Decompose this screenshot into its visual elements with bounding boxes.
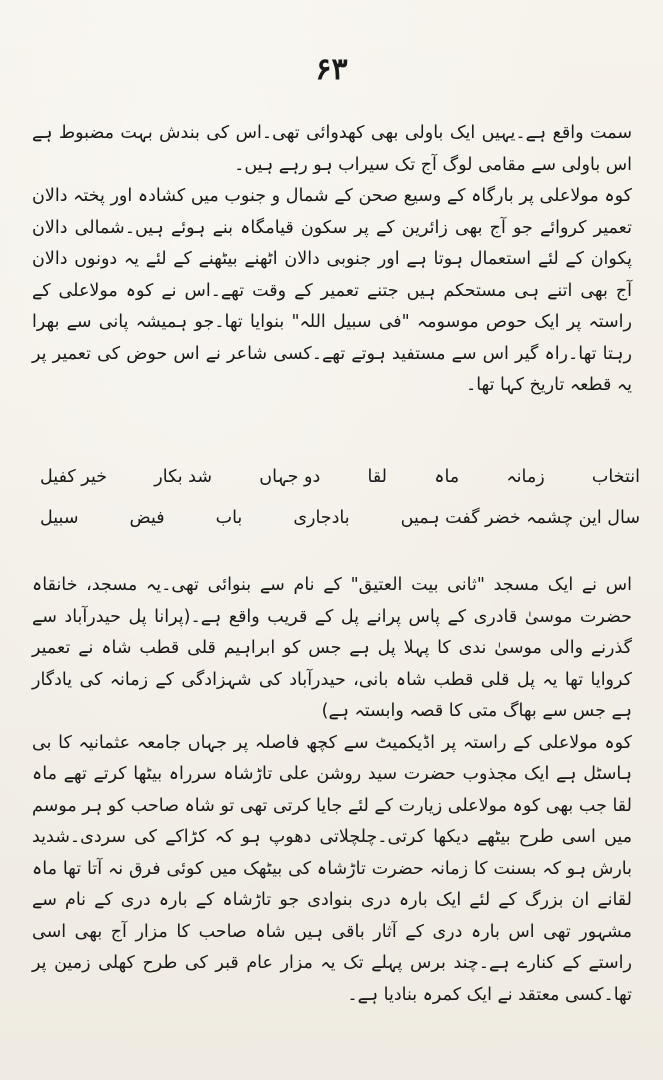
verse-word: خیر کفیل	[40, 467, 108, 487]
verse-word: بادجاری	[293, 508, 350, 528]
text-block-bottom	[32, 570, 632, 1011]
verse-word: سال این چشمہ خضر گفت ہمیں	[400, 508, 640, 528]
paragraph-mosque: اس نے ایک مسجد "ثانی بیت العتیق" کے نام سے بنوائی تھی۔یہ مسجد، خانقاہ حضرت موسیٰ قادری کے پاس پرانے پل کے قریب واقع ہے۔(پرانا پل حیدرآباد سے گذرنے والی موسیٰ ندی کا پہلا پل ہے جس کو ابراہیم قلی قطب شاہ نے تعمیر کروایا تھا یہ پل قلی قطب شاہ بانی، حیدرآباد کی شہزادگی کے زمانہ کی یادگار ہے جس سے بھاگ متی کا قصہ وابستہ ہے)	[32, 575, 632, 721]
verse-word: فیض	[129, 508, 165, 528]
verse-line-2	[40, 508, 640, 528]
paragraph-dalan-construction: کوہ مولاعلی پر بارگاہ کے وسیع صحن کے شمال و جنوب میں کشادہ اور پختہ دالان تعمیر کروائے جو آج بھی زائرین کے پر سکون قیامگاہ بنے ہوئے ہیں۔شمالی دالان پکوان کے لئے استعمال ہوتا ہے اور جنوبی دالان اٹھنے بیٹھنے کے لئے یہ دونوں دالان آج بھی اتنے ہی مستحکم ہیں جتنے تعمیر کے وقت تھے۔اس نے کوہ مولاعلی کے راستہ پر ایک حوص موسومہ "فی سبیل اللہ" بنوایا تھا۔جو ہمیشہ پانی سے بھرا رہتا تھا۔راہ گیر اس سے مستفید ہوتے تھے۔کسی شاعر نے اس حوض کی تعمیر پر یہ قطعہ تاریخ کہا تھا۔	[32, 186, 632, 395]
verse-word: شد بکار	[154, 467, 213, 487]
verse-line-1	[40, 467, 640, 487]
verse-word: دو جہاں	[259, 467, 321, 487]
paragraph-tarshah: کوہ مولاعلی کے راستہ پر اڈیکمیٹ سے کچھ فاصلہ پر جہاں جامعہ عثمانیہ کا بی ہاسٹل ہے ایک مجذوب حضرت سید روشن علی تاڑشاہ سرراہ بیٹھا کرتے تھے ماہ لقا جب بھی کوہ مولاعلی زیارت کے لئے جایا کرتی تھی تو شاہ صاحب کو ہر موسم میں اسی طرح بیٹھے دیکھا کرتی۔چلچلاتی دھوپ ہو کہ کڑاکے کی سردی۔شدید بارش ہو کہ بسنت کا زمانہ حضرت تاڑشاہ کی بیٹھک میں کوئی فرق نہ آتا تھا ماہ لقانے ان بزرگ کے لئے ایک بارہ دری بنوادی جو تاڑشاہ کے بارہ دری کے نام سے مشہور تھی اس بارہ دری کے آثار باقی ہیں شاہ صاحب کا مزار آج بھی اسی راستے کے کنارے ہے۔چند برس پہلے تک یہ مزار عام قبر کی طرح کھلی زمین پر تھا۔کسی معتقد نے ایک کمرہ بنادیا ہے۔	[32, 732, 632, 1005]
paragraph-water-well: سمت واقع ہے۔یہیں ایک باولی بھی کھدوائی تھی۔اس کی بندش بہت مضبوط ہے اس باولی سے مقامی لوگ آج تک سیراب ہو رہے ہیں۔	[32, 123, 632, 175]
verse-word: لقا	[367, 467, 388, 487]
verse-word: باب	[215, 508, 243, 528]
text-block-top	[32, 118, 632, 402]
verse-word: سبیل	[40, 508, 79, 528]
page-number: ۶۳	[315, 52, 348, 87]
verse-word: انتخاب	[591, 467, 640, 487]
verse-word: ماہ	[434, 467, 460, 487]
verse-word: زمانہ	[506, 467, 545, 487]
